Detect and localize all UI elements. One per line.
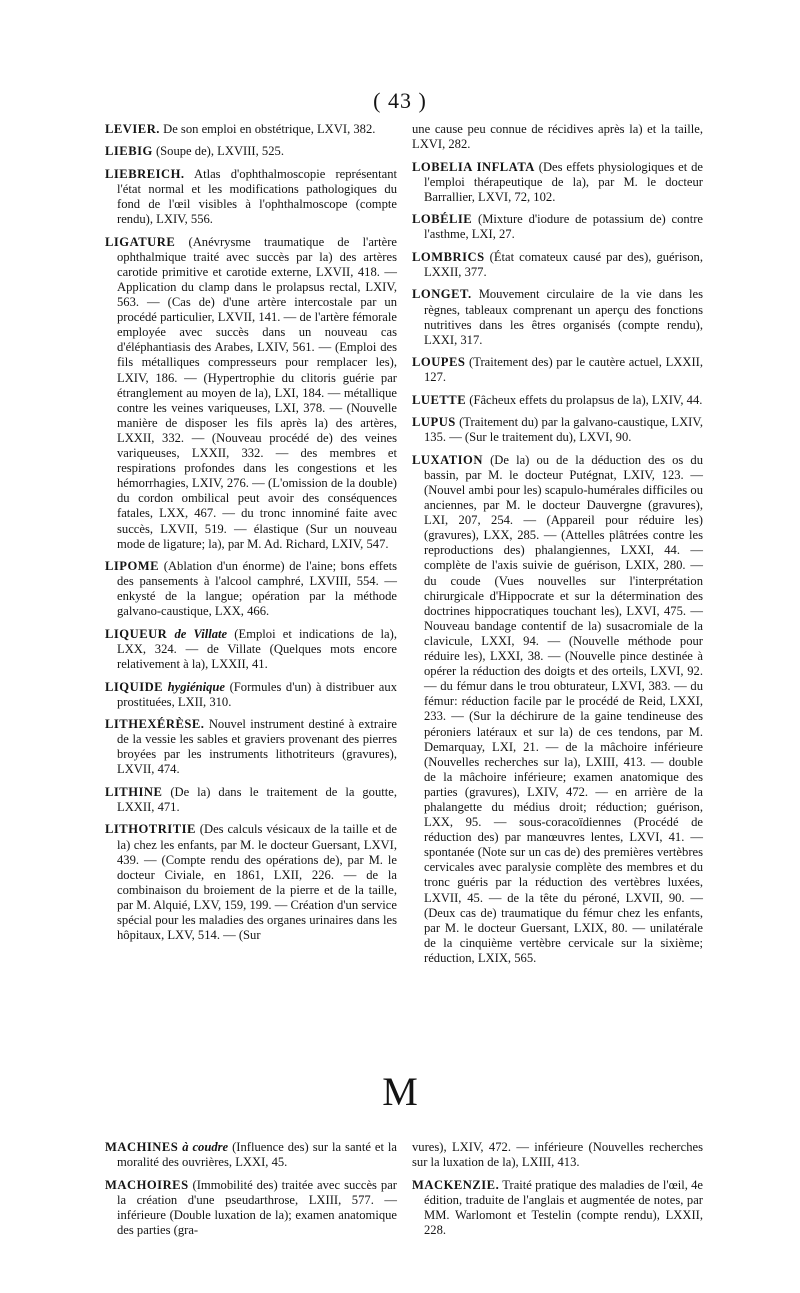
entry-text: (État comateux causé par des), guérison, LXXII, 377. <box>424 249 703 279</box>
entry-text: (De la) dans le traitement de la goutte, LXXII, 471. <box>117 784 397 814</box>
entry-headword: LOBÉLIE <box>412 212 473 227</box>
right-column <box>412 122 703 973</box>
entry-headword: LITHEXÉRÈSE. <box>105 717 205 732</box>
entry-headword: MACHOIRES <box>105 1177 189 1192</box>
index-entry <box>105 717 397 777</box>
entry-text: Traité pratique des maladies de l'œil, 4e édition, traduite de l'anglais et augmentée de notes, par MM. Warlomont et Testelin (compte rendu), LXXII, 228. <box>424 1177 703 1237</box>
entry-headword: LITHOTRITIE <box>105 822 196 837</box>
index-entry <box>412 212 703 242</box>
entry-text: Atlas d'ophthalmoscopie représentant l'état normal et les modifications pathologiques du fond de l'œil visibles à l'ophthalmoscope (compte rendu), LXIV, 556. <box>117 166 397 227</box>
entry-text: (De la) ou de la déduction des os du bassin, par M. le docteur Putégnat, LXIV, 123. — (Nouvel ambi pour les) scapulo-humérales difficiles ou anciennes, par M. le docteur Dauvergne (gravures), LXI, 207, 254. — (Appareil pour réduire les) (gravures), LXX, 285. — (Attelles plâtrées contre les reproductions des) phalangiennes, LXXI, 44. — complète de l'axis suivie de guérison, LXIX, 280. — du coude (Vues nouvelles sur l'interprétation chirurgicale d'Hippocrate et sur la détermination des doctrines hippocratiques touchant les), LXVI, 475. — Nouveau bandage contentif de la) susacromiale de la clavicule, LXXI, 94. — (Nouvelle méthode pour réduire les), LXXI, 38. — (Nouvelle pince destinée à opérer la réduction des doigts et des orteils, LXVI, 92. — du fémur dans le trou obturateur, LXVI, 383. — du fémur: réduction facile par le procédé de Reid, LXXI, 233. — (Sur la déchirure de la gaine tendineuse des péroniers latéraux et sur la) de ces tendons, par M. Demarquay, LXI, 21. — de la mâchoire inférieure (Nouvelles recherches sur la), LXIII, 413. — double de la mâchoire inférieure; examen anatomique des parties (gravures), LXIV, 472. — en arrière de la phalangette du médius droit; réduction; guérison, LXX, 95. — sous-coracoïdiennes (Procédé de réduction des) par manœuvres lentes, LXVI, 41. — spontanée (Note sur un cas de) des premières vertèbres cervicales avec paralysie complète des membres et du tronc guéris par la réduction des vertèbres luxées, LXVII, 45. — de la tête du péroné, LXVII, 90. — (Deux cas de) traumatique du fémur chez les enfants, par M. le docteur Guersant, LXIX, 80. — unilatérale de la cinquième vertèbre cervicale sur la sixième; réduction, LXIX, 565. <box>424 452 703 965</box>
entry-headword: LUPUS <box>412 415 456 430</box>
m-left-column <box>105 1140 397 1245</box>
entry-text: Mouvement circulaire de la vie dans les règnes, tableaux comprenant un aperçu des fonctions nutritives dans les êtres organisés (compte rendu), LXXI, 317. <box>424 287 703 347</box>
entry-text: (Fâcheux effets du prolapsus de la), LXIV, 44. <box>466 392 703 407</box>
index-entry <box>105 235 397 552</box>
entry-text: (Traitement du) par la galvano-caustique, LXIV, 135. — (Sur le traitement du), LXVI, 90. <box>424 415 703 445</box>
entry-text: (Emploi et indications de la), LXX, 324. — de Villate (Quelques mots encore relativement à la), LXXII, 41. <box>117 626 397 672</box>
index-entry <box>105 1178 397 1238</box>
entry-text: (Des effets physiologiques et de l'emploi thérapeutique de la), par M. le docteur Barrallier, LXVI, 72, 102. <box>424 159 704 204</box>
entry-headword: LONGET. <box>412 287 472 302</box>
entry-headword-qualifier: de Villate <box>167 626 228 641</box>
m-right-column <box>412 1140 703 1245</box>
index-entry <box>105 167 397 227</box>
index-entry <box>105 559 397 619</box>
entry-text: (Soupe de), LXVIII, 525. <box>152 144 284 159</box>
index-entry <box>412 160 703 205</box>
entry-headword: LOUPES <box>412 355 466 370</box>
entry-headword: LITHINE <box>105 784 163 799</box>
index-entry <box>105 144 397 159</box>
entry-text: (Influence des) sur la santé et la moralité des ouvrières, LXXI, 45. <box>117 1140 397 1170</box>
entry-text: De son emploi en obstétrique, LXVI, 382. <box>159 122 376 136</box>
index-entry <box>105 680 397 710</box>
entry-headword: MACHINES <box>105 1140 179 1154</box>
entry-headword-qualifier: hygiénique <box>163 679 226 694</box>
entry-text: (Traitement des) par le cautère actuel, LXXII, 127. <box>424 355 703 385</box>
entry-headword: LIQUIDE <box>105 679 164 694</box>
entry-text: (Formules d'un) à distribuer aux prostituées, LXII, 310. <box>117 679 397 709</box>
entry-text: (Anévrysme traumatique de l'artère ophthalmique traité avec succès par la) des artères carotide primitive et carotide externe, LXVII, 418. — Application du clamp dans le prolapsus rectal, LXIV, 563. — (Cas de) d'une artère intercostale par un procédé particulier, LXVII, 141. — de l'artère fémorale employée avec succès dans un nouveau cas d'éléphantiasis des Arabes, LXIV, 561. — (Emploi des fils métalliques compresseurs pour remplacer les), LXIV, 186. — (Hypertrophie du clitoris guérie par étranglement au moyen de la), LXI, 184. — métallique contre les veines variqueuses, LXI, 378. — (Nouvelle manière de disposer les fils après la) des artères, LXXII, 332. — (Nouveau procédé de) des veines variqueuses, LXXII, 332. — des membres et respirations profondes dans les congestions et les hémorrhagies, LXIV, 276. — (L'omission de la double) du cordon ombilical peut avoir des conséquences fatales, LXX, 467. — du tronc innominé faite avec succès, LXVII, 519. — élastique (Sur un nouveau mode de ligature; la), par M. Ad. Richard, LXIV, 547. <box>117 234 397 551</box>
section-letter: M <box>382 1069 418 1114</box>
index-entry <box>412 1140 703 1170</box>
index-entry <box>412 1178 703 1238</box>
left-column <box>105 122 397 951</box>
index-entry <box>412 355 703 385</box>
entry-headword: LIPOME <box>105 559 160 574</box>
index-entry <box>105 122 397 137</box>
page-number: ( 43 ) <box>373 88 427 113</box>
entry-text: (Immobilité des) traitée avec succès par la création d'une pseudarthrose, LXIII, 577. — inférieure (Double luxation de la); examen anatomique des parties (gra- <box>117 1177 397 1237</box>
entry-headword: LOMBRICS <box>412 249 485 264</box>
entry-headword: LUXATION <box>412 452 483 467</box>
entry-text: (Mixture d'iodure de potassium de) contre l'asthme, LXI, 27. <box>424 212 703 242</box>
index-entry <box>412 415 703 445</box>
entry-headword: LIEBIG <box>105 144 153 159</box>
entry-headword: LIEBREICH. <box>105 166 185 181</box>
entry-headword: LUETTE <box>412 392 467 407</box>
entry-headword: LEVIER. <box>105 122 160 136</box>
entry-text: une cause peu connue de récidives après la) et la taille, LXVI, 282. <box>412 122 703 152</box>
index-entry <box>105 1140 397 1170</box>
entry-text: (Des calculs vésicaux de la taille et de la) chez les enfants, par M. le docteur Guersant, LXVI, 439. — (Compte rendu des opérations de), par M. le docteur Civiale, en 1861, LXII, 226. — de la combinaison du broiement de la pierre et de la taille, par M. Alquié, LXV, 159, 199. — Création d'un service spécial pour les maladies des organes urinaires dans les hôpitaux, LXV, 514. — (Sur <box>117 822 397 943</box>
index-entry <box>412 122 703 152</box>
index-entry <box>105 785 397 815</box>
entry-headword: LOBELIA INFLATA <box>412 159 535 174</box>
entry-headword: LIQUEUR <box>105 626 168 641</box>
entry-headword-qualifier: à coudre <box>178 1140 229 1154</box>
index-entry <box>412 250 703 280</box>
entry-text: (Ablation d'un énorme) de l'aine; bons effets des pansements à l'alcool camphré, LXVIII, 554. — enkysté de la langue; opération par la méthode galvano-caustique, LXX, 466. <box>117 559 397 619</box>
entry-text: Nouvel instrument destiné à extraire de la vessie les sables et graviers provenant des pierres broyées par les instruments lithotriteurs (gravures), LXVII, 474. <box>117 717 397 777</box>
entry-headword: LIGATURE <box>105 234 176 249</box>
index-entry <box>412 393 703 408</box>
entry-headword: MACKENZIE. <box>412 1177 500 1192</box>
index-entry <box>105 627 397 672</box>
index-entry <box>412 287 703 347</box>
entry-text: vures), LXIV, 472. — inférieure (Nouvelles recherches sur la luxation de la), LXIII, 413. <box>412 1140 703 1170</box>
index-entry <box>412 453 703 966</box>
index-entry <box>105 822 397 943</box>
